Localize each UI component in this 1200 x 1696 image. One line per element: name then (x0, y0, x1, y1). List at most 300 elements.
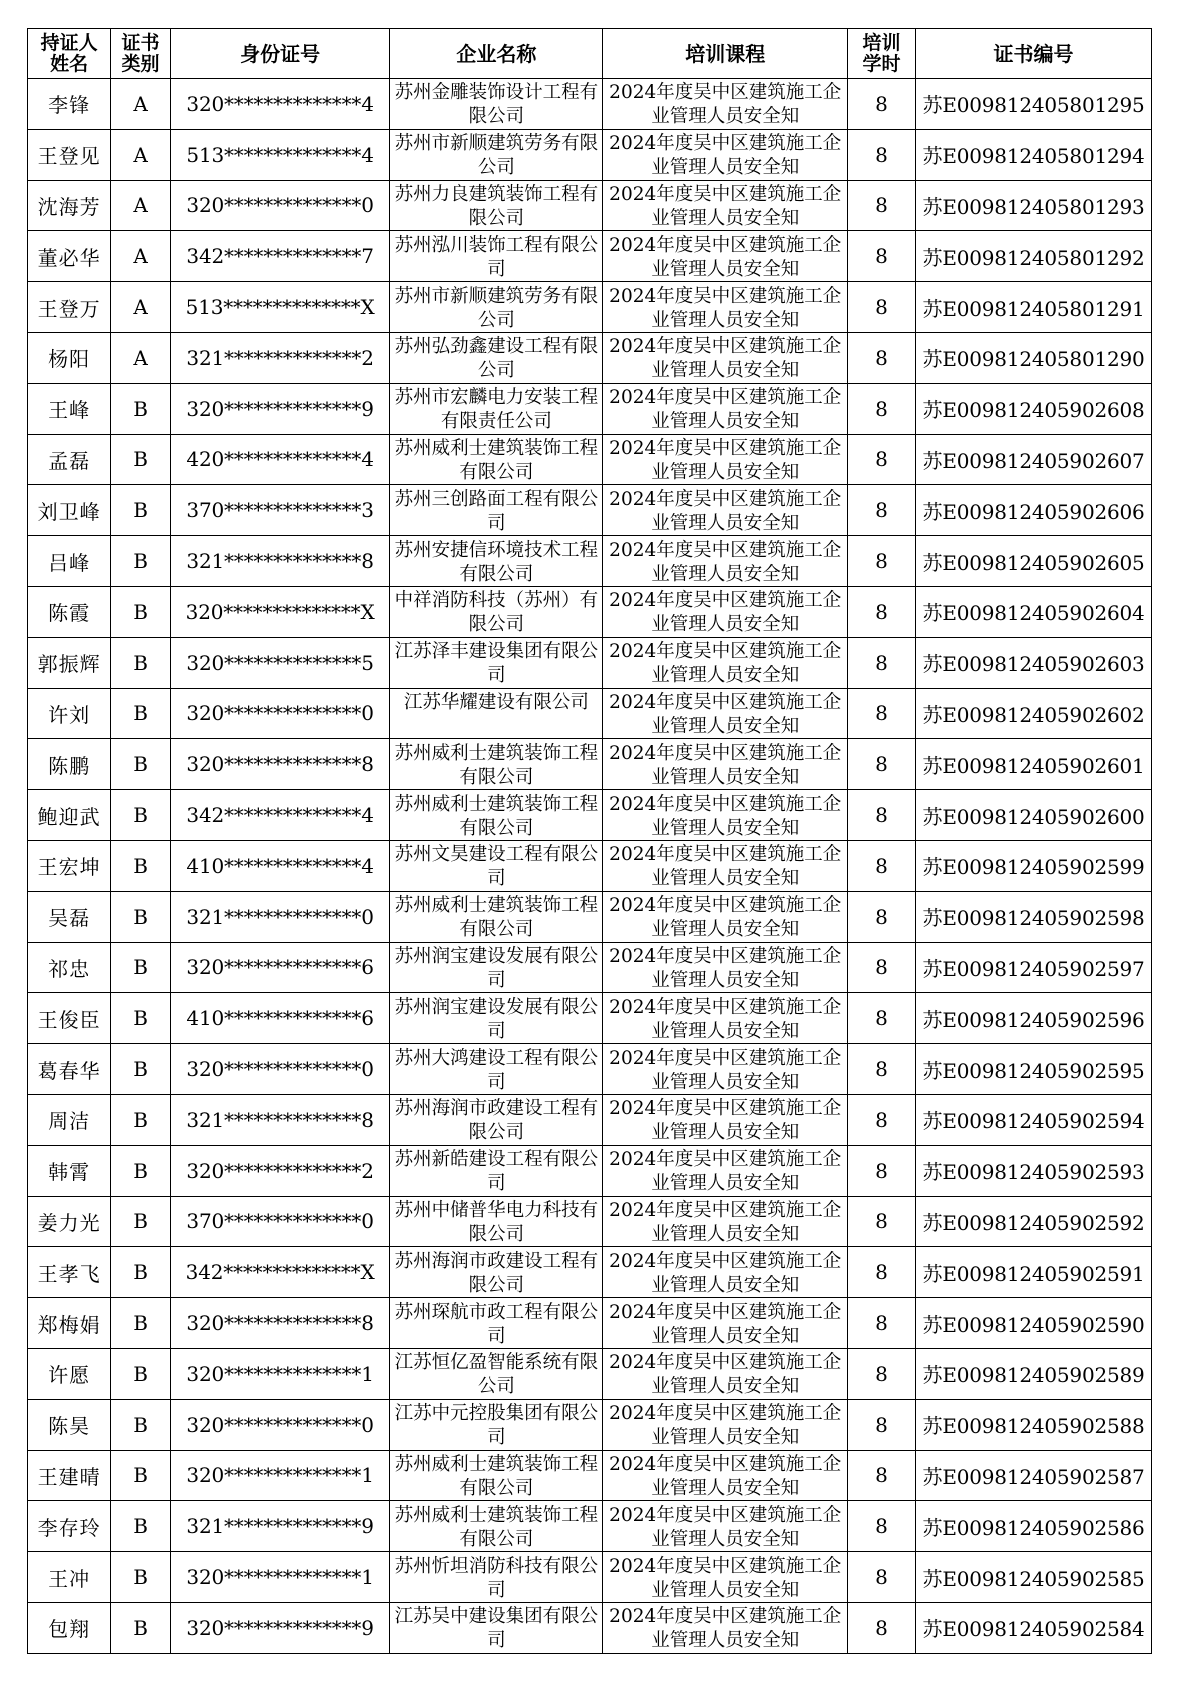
holder-name-cell: 王孝飞 (28, 1247, 111, 1298)
certificate-type-cell: B (111, 536, 170, 587)
certificate-number-cell: 苏E009812405902592 (916, 1196, 1152, 1247)
header-line: 持证人 (40, 31, 98, 54)
training-course-cell (603, 1501, 847, 1552)
certificate-type-cell: B (111, 942, 170, 993)
certificate-number-cell: 苏E009812405902593 (916, 1145, 1152, 1196)
header-training-course: 培训课程 (603, 29, 847, 79)
training-hours-cell: 8 (847, 1298, 915, 1349)
company-name-cell (390, 891, 603, 942)
id-number-cell: 342**************X (170, 1247, 390, 1298)
certificate-number-cell: 苏E009812405902589 (916, 1348, 1152, 1399)
company-name-cell-text: 江苏中元控股集团有限公司 (394, 1403, 599, 1449)
certificate-number-cell: 苏E009812405902602 (916, 688, 1152, 739)
holder-name-cell: 陈鹏 (28, 739, 111, 790)
certificate-number-cell: 苏E009812405902586 (916, 1501, 1152, 1552)
training-hours-cell: 8 (847, 180, 915, 231)
table-row (28, 1450, 1152, 1501)
company-name-cell-text: 江苏吴中建设集团有限公司 (394, 1606, 599, 1652)
holder-name-cell: 吕峰 (28, 536, 111, 587)
training-course-cell-text: 2024年度吴中区建筑施工企业管理人员安全知 (609, 1504, 842, 1550)
holder-name-cell: 沈海芳 (28, 180, 111, 231)
company-name-cell (390, 586, 603, 637)
company-name-cell (390, 993, 603, 1044)
company-name-cell (390, 739, 603, 790)
training-course-cell-text: 2024年度吴中区建筑施工企业管理人员安全知 (609, 742, 842, 788)
holder-name-cell: 韩霄 (28, 1145, 111, 1196)
company-name-cell-text: 苏州威利士建筑装饰工程有限公司 (394, 895, 599, 941)
training-course-cell (603, 282, 847, 333)
certificate-number-cell: 苏E009812405902591 (916, 1247, 1152, 1298)
certificate-type-cell: B (111, 383, 170, 434)
training-course-cell-text: 2024年度吴中区建筑施工企业管理人员安全知 (609, 1098, 842, 1144)
company-name-cell-text: 苏州润宝建设发展有限公司 (394, 945, 599, 991)
training-hours-cell: 8 (847, 282, 915, 333)
company-name-cell-text: 苏州新皓建设工程有限公司 (394, 1149, 599, 1195)
certificate-type-cell: B (111, 1145, 170, 1196)
id-number-cell: 370**************3 (170, 485, 390, 536)
training-hours-cell: 8 (847, 1552, 915, 1603)
company-name-cell-text: 中祥消防科技（苏州）有限公司 (394, 590, 599, 636)
id-number-cell: 342**************7 (170, 231, 390, 282)
table-row (28, 637, 1152, 688)
holder-name-cell: 王建晴 (28, 1450, 111, 1501)
certificate-number-cell: 苏E009812405902606 (916, 485, 1152, 536)
id-number-cell: 320**************9 (170, 383, 390, 434)
training-hours-cell: 8 (847, 840, 915, 891)
table-row (28, 688, 1152, 739)
training-course-cell-text: 2024年度吴中区建筑施工企业管理人员安全知 (609, 844, 842, 890)
certificate-type-cell: B (111, 1552, 170, 1603)
training-hours-cell: 8 (847, 1501, 915, 1552)
training-course-cell (603, 1450, 847, 1501)
company-name-cell (390, 840, 603, 891)
company-name-cell-text: 苏州威利士建筑装饰工程有限公司 (394, 793, 599, 839)
certificate-type-cell: B (111, 1044, 170, 1095)
id-number-cell: 320**************5 (170, 637, 390, 688)
holder-name-cell: 王登见 (28, 129, 111, 180)
id-number-cell: 320**************1 (170, 1552, 390, 1603)
training-course-cell (603, 586, 847, 637)
training-hours-cell: 8 (847, 688, 915, 739)
training-course-cell (603, 942, 847, 993)
training-hours-cell: 8 (847, 637, 915, 688)
company-name-cell (390, 688, 603, 739)
training-hours-cell: 8 (847, 485, 915, 536)
training-course-cell-text: 2024年度吴中区建筑施工企业管理人员安全知 (609, 641, 842, 687)
company-name-cell (390, 637, 603, 688)
company-name-cell-text: 苏州三创路面工程有限公司 (394, 488, 599, 534)
holder-name-cell: 李存玲 (28, 1501, 111, 1552)
certificate-type-cell: B (111, 485, 170, 536)
company-name-cell-text: 苏州市新顺建筑劳务有限公司 (394, 133, 599, 179)
holder-name-cell: 李锋 (28, 79, 111, 130)
certificate-number-cell: 苏E009812405801290 (916, 332, 1152, 383)
company-name-cell (390, 1501, 603, 1552)
certificate-type-cell: B (111, 1399, 170, 1450)
company-name-cell-text: 苏州文昊建设工程有限公司 (394, 844, 599, 890)
company-name-cell (390, 231, 603, 282)
training-course-cell (603, 688, 847, 739)
table-row (28, 942, 1152, 993)
training-course-cell-text: 2024年度吴中区建筑施工企业管理人员安全知 (609, 285, 842, 331)
company-name-cell (390, 1298, 603, 1349)
certificate-number-cell: 苏E009812405902594 (916, 1094, 1152, 1145)
id-number-cell: 342**************4 (170, 790, 390, 841)
id-number-cell: 320**************8 (170, 1298, 390, 1349)
holder-name-cell: 葛春华 (28, 1044, 111, 1095)
holder-name-cell: 王峰 (28, 383, 111, 434)
table-row (28, 1145, 1152, 1196)
training-course-cell (603, 1298, 847, 1349)
training-hours-cell: 8 (847, 1247, 915, 1298)
certificate-number-cell: 苏E009812405902596 (916, 993, 1152, 1044)
training-course-cell (603, 1044, 847, 1095)
certificate-number-cell: 苏E009812405902600 (916, 790, 1152, 841)
training-course-cell-text: 2024年度吴中区建筑施工企业管理人员安全知 (609, 1047, 842, 1093)
company-name-cell-text: 苏州泓川装饰工程有限公司 (394, 234, 599, 280)
training-course-cell (603, 739, 847, 790)
table-row (28, 1501, 1152, 1552)
id-number-cell: 420**************4 (170, 434, 390, 485)
training-course-cell-text: 2024年度吴中区建筑施工企业管理人员安全知 (609, 133, 842, 179)
certificate-type-cell: B (111, 1298, 170, 1349)
training-course-cell (603, 485, 847, 536)
company-name-cell (390, 282, 603, 333)
certificate-type-cell: B (111, 1602, 170, 1653)
company-name-cell (390, 485, 603, 536)
certificate-type-cell: B (111, 434, 170, 485)
table-row (28, 231, 1152, 282)
training-course-cell (603, 1552, 847, 1603)
table-row (28, 1247, 1152, 1298)
holder-name-cell: 董必华 (28, 231, 111, 282)
training-hours-cell: 8 (847, 739, 915, 790)
table-row (28, 434, 1152, 485)
table-row (28, 282, 1152, 333)
training-course-cell (603, 1247, 847, 1298)
header-id-number: 身份证号 (170, 29, 390, 79)
holder-name-cell: 周洁 (28, 1094, 111, 1145)
company-name-cell-text: 苏州威利士建筑装饰工程有限公司 (394, 742, 599, 788)
table-row (28, 1348, 1152, 1399)
company-name-cell (390, 1552, 603, 1603)
training-course-cell-text: 2024年度吴中区建筑施工企业管理人员安全知 (609, 590, 842, 636)
certificate-number-cell: 苏E009812405902597 (916, 942, 1152, 993)
training-hours-cell: 8 (847, 434, 915, 485)
certificate-type-cell: B (111, 891, 170, 942)
table-row (28, 1298, 1152, 1349)
company-name-cell (390, 332, 603, 383)
company-name-cell-text: 苏州威利士建筑装饰工程有限公司 (394, 1453, 599, 1499)
company-name-cell (390, 1602, 603, 1653)
certificate-number-cell: 苏E009812405902601 (916, 739, 1152, 790)
id-number-cell: 320**************4 (170, 79, 390, 130)
certificate-type-cell: A (111, 129, 170, 180)
holder-name-cell: 郭振辉 (28, 637, 111, 688)
training-course-cell-text: 2024年度吴中区建筑施工企业管理人员安全知 (609, 1250, 842, 1296)
holder-name-cell: 王冲 (28, 1552, 111, 1603)
company-name-cell (390, 1145, 603, 1196)
id-number-cell: 320**************1 (170, 1450, 390, 1501)
training-course-cell-text: 2024年度吴中区建筑施工企业管理人员安全知 (609, 539, 842, 585)
header-line: 学时 (862, 52, 901, 75)
company-name-cell (390, 129, 603, 180)
training-course-cell-text: 2024年度吴中区建筑施工企业管理人员安全知 (609, 996, 842, 1042)
training-hours-cell: 8 (847, 1602, 915, 1653)
certificate-type-cell: B (111, 993, 170, 1044)
training-hours-cell: 8 (847, 586, 915, 637)
certificate-number-cell: 苏E009812405902588 (916, 1399, 1152, 1450)
company-name-cell (390, 79, 603, 130)
id-number-cell: 513**************4 (170, 129, 390, 180)
holder-name-cell: 包翔 (28, 1602, 111, 1653)
holder-name-cell: 杨阳 (28, 332, 111, 383)
training-course-cell (603, 383, 847, 434)
certificate-number-cell: 苏E009812405902590 (916, 1298, 1152, 1349)
training-course-cell (603, 993, 847, 1044)
company-name-cell (390, 1044, 603, 1095)
training-hours-cell: 8 (847, 332, 915, 383)
header-line: 类别 (121, 52, 160, 75)
training-course-cell (603, 129, 847, 180)
certificate-type-cell: B (111, 1501, 170, 1552)
training-hours-cell: 8 (847, 129, 915, 180)
training-hours-cell: 8 (847, 790, 915, 841)
table-row (28, 1602, 1152, 1653)
company-name-cell (390, 1399, 603, 1450)
certificate-type-cell: A (111, 332, 170, 383)
header-line: 培训 (862, 31, 901, 54)
table-row (28, 180, 1152, 231)
table-body (28, 79, 1152, 1654)
training-hours-cell: 8 (847, 1145, 915, 1196)
company-name-cell-text: 苏州弘劲鑫建设工程有限公司 (394, 336, 599, 382)
training-course-cell (603, 1399, 847, 1450)
training-hours-cell: 8 (847, 891, 915, 942)
certificate-type-cell: B (111, 1094, 170, 1145)
company-name-cell (390, 1094, 603, 1145)
holder-name-cell: 孟磊 (28, 434, 111, 485)
header-line: 证书 (121, 31, 160, 54)
company-name-cell-text: 苏州安捷信环境技术工程有限公司 (394, 539, 599, 585)
company-name-cell-text: 苏州市新顺建筑劳务有限公司 (394, 285, 599, 331)
company-name-cell-text: 苏州金雕装饰设计工程有限公司 (394, 82, 599, 128)
id-number-cell: 320**************X (170, 586, 390, 637)
company-name-cell (390, 383, 603, 434)
company-name-cell-text: 苏州威利士建筑装饰工程有限公司 (394, 437, 599, 483)
table-row (28, 1552, 1152, 1603)
holder-name-cell: 郑梅娟 (28, 1298, 111, 1349)
holder-name-cell: 王俊臣 (28, 993, 111, 1044)
training-course-cell-text: 2024年度吴中区建筑施工企业管理人员安全知 (609, 1606, 842, 1652)
certificate-number-cell: 苏E009812405902607 (916, 434, 1152, 485)
company-name-cell (390, 1450, 603, 1501)
training-course-cell-text: 2024年度吴中区建筑施工企业管理人员安全知 (609, 1149, 842, 1195)
training-course-cell-text: 2024年度吴中区建筑施工企业管理人员安全知 (609, 183, 842, 229)
certificate-type-cell: A (111, 231, 170, 282)
training-course-cell (603, 1094, 847, 1145)
company-name-cell-text: 苏州海润市政建设工程有限公司 (394, 1098, 599, 1144)
id-number-cell: 321**************2 (170, 332, 390, 383)
company-name-cell-text: 江苏华耀建设有限公司 (403, 691, 589, 713)
header-certificate-type (111, 29, 170, 79)
training-course-cell (603, 536, 847, 587)
company-name-cell-text: 苏州琛航市政工程有限公司 (394, 1301, 599, 1347)
table-row (28, 1044, 1152, 1095)
training-hours-cell: 8 (847, 993, 915, 1044)
id-number-cell: 320**************1 (170, 1348, 390, 1399)
holder-name-cell: 刘卫峰 (28, 485, 111, 536)
training-course-cell-text: 2024年度吴中区建筑施工企业管理人员安全知 (609, 1199, 842, 1245)
table-row (28, 840, 1152, 891)
id-number-cell: 321**************8 (170, 536, 390, 587)
holder-name-cell: 许愿 (28, 1348, 111, 1399)
table-row (28, 790, 1152, 841)
id-number-cell: 410**************6 (170, 993, 390, 1044)
training-course-cell-text: 2024年度吴中区建筑施工企业管理人员安全知 (609, 387, 842, 433)
company-name-cell-text: 苏州忻坦消防科技有限公司 (394, 1555, 599, 1601)
training-course-cell-text: 2024年度吴中区建筑施工企业管理人员安全知 (609, 1301, 842, 1347)
holder-name-cell: 许刘 (28, 688, 111, 739)
training-course-cell (603, 1602, 847, 1653)
training-course-cell (603, 1196, 847, 1247)
company-name-cell-text: 苏州中储普华电力科技有限公司 (394, 1199, 599, 1245)
id-number-cell: 320**************0 (170, 1044, 390, 1095)
company-name-cell (390, 536, 603, 587)
table-row (28, 1196, 1152, 1247)
certificate-number-cell: 苏E009812405902595 (916, 1044, 1152, 1095)
id-number-cell: 320**************8 (170, 739, 390, 790)
certificate-number-cell: 苏E009812405801295 (916, 79, 1152, 130)
training-course-cell-text: 2024年度吴中区建筑施工企业管理人员安全知 (609, 1555, 842, 1601)
certificate-type-cell: B (111, 688, 170, 739)
training-course-cell (603, 840, 847, 891)
certificate-number-cell: 苏E009812405902604 (916, 586, 1152, 637)
training-course-cell-text: 2024年度吴中区建筑施工企业管理人员安全知 (609, 945, 842, 991)
id-number-cell: 410**************4 (170, 840, 390, 891)
id-number-cell: 320**************9 (170, 1602, 390, 1653)
certificate-type-cell: B (111, 1196, 170, 1247)
certificate-type-cell: B (111, 586, 170, 637)
company-name-cell-text: 苏州威利士建筑装饰工程有限公司 (394, 1504, 599, 1550)
holder-name-cell: 王登万 (28, 282, 111, 333)
table-row (28, 129, 1152, 180)
training-course-cell-text: 2024年度吴中区建筑施工企业管理人员安全知 (609, 234, 842, 280)
header-certificate-number: 证书编号 (916, 29, 1152, 79)
header-training-hours (847, 29, 915, 79)
training-hours-cell: 8 (847, 1450, 915, 1501)
certificate-number-cell: 苏E009812405902608 (916, 383, 1152, 434)
certificate-number-cell: 苏E009812405902605 (916, 536, 1152, 587)
table-row (28, 79, 1152, 130)
training-course-cell (603, 637, 847, 688)
table-row (28, 891, 1152, 942)
company-name-cell-text: 苏州市宏麟电力安装工程有限责任公司 (394, 387, 599, 433)
certificate-number-cell: 苏E009812405801291 (916, 282, 1152, 333)
training-course-cell (603, 79, 847, 130)
table-row (28, 332, 1152, 383)
training-hours-cell: 8 (847, 1044, 915, 1095)
training-hours-cell: 8 (847, 231, 915, 282)
id-number-cell: 320**************0 (170, 1399, 390, 1450)
training-course-cell-text: 2024年度吴中区建筑施工企业管理人员安全知 (609, 437, 842, 483)
table-row (28, 536, 1152, 587)
holder-name-cell: 祁忠 (28, 942, 111, 993)
company-name-cell-text: 苏州润宝建设发展有限公司 (394, 996, 599, 1042)
certificate-type-cell: A (111, 79, 170, 130)
id-number-cell: 320**************6 (170, 942, 390, 993)
company-name-cell (390, 1247, 603, 1298)
table-row (28, 586, 1152, 637)
id-number-cell: 370**************0 (170, 1196, 390, 1247)
certificate-table (27, 28, 1152, 1654)
id-number-cell: 320**************0 (170, 688, 390, 739)
certificate-type-cell: B (111, 1348, 170, 1399)
certificate-type-cell: B (111, 790, 170, 841)
training-hours-cell: 8 (847, 1348, 915, 1399)
certificate-number-cell: 苏E009812405902603 (916, 637, 1152, 688)
training-course-cell-text: 2024年度吴中区建筑施工企业管理人员安全知 (609, 1453, 842, 1499)
id-number-cell: 321**************8 (170, 1094, 390, 1145)
id-number-cell: 320**************2 (170, 1145, 390, 1196)
certificate-number-cell: 苏E009812405902585 (916, 1552, 1152, 1603)
training-course-cell-text: 2024年度吴中区建筑施工企业管理人员安全知 (609, 895, 842, 941)
certificate-type-cell: A (111, 282, 170, 333)
table-row (28, 383, 1152, 434)
table-row (28, 485, 1152, 536)
company-name-cell-text: 苏州海润市政建设工程有限公司 (394, 1250, 599, 1296)
header-holder-name (28, 29, 111, 79)
id-number-cell: 321**************0 (170, 891, 390, 942)
company-name-cell (390, 180, 603, 231)
holder-name-cell: 鲍迎武 (28, 790, 111, 841)
table-row (28, 1399, 1152, 1450)
company-name-cell (390, 942, 603, 993)
certificate-number-cell: 苏E009812405902584 (916, 1602, 1152, 1653)
training-course-cell (603, 180, 847, 231)
company-name-cell (390, 790, 603, 841)
training-course-cell-text: 2024年度吴中区建筑施工企业管理人员安全知 (609, 336, 842, 382)
training-hours-cell: 8 (847, 1196, 915, 1247)
holder-name-cell: 姜力光 (28, 1196, 111, 1247)
training-hours-cell: 8 (847, 383, 915, 434)
id-number-cell: 320**************0 (170, 180, 390, 231)
company-name-cell-text: 苏州力良建筑装饰工程有限公司 (394, 183, 599, 229)
training-course-cell-text: 2024年度吴中区建筑施工企业管理人员安全知 (609, 82, 842, 128)
training-course-cell (603, 434, 847, 485)
certificate-number-cell: 苏E009812405902599 (916, 840, 1152, 891)
certificate-type-cell: B (111, 1247, 170, 1298)
training-course-cell-text: 2024年度吴中区建筑施工企业管理人员安全知 (609, 488, 842, 534)
holder-name-cell: 王宏坤 (28, 840, 111, 891)
training-course-cell (603, 1145, 847, 1196)
holder-name-cell: 陈霞 (28, 586, 111, 637)
training-hours-cell: 8 (847, 79, 915, 130)
training-course-cell (603, 332, 847, 383)
training-course-cell-text: 2024年度吴中区建筑施工企业管理人员安全知 (609, 793, 842, 839)
company-name-cell (390, 1196, 603, 1247)
certificate-type-cell: B (111, 739, 170, 790)
id-number-cell: 513**************X (170, 282, 390, 333)
training-course-cell (603, 231, 847, 282)
certificate-number-cell: 苏E009812405801292 (916, 231, 1152, 282)
table-row (28, 993, 1152, 1044)
training-hours-cell: 8 (847, 1399, 915, 1450)
company-name-cell-text: 江苏泽丰建设集团有限公司 (394, 641, 599, 687)
header-row (28, 29, 1152, 79)
certificate-number-cell: 苏E009812405902598 (916, 891, 1152, 942)
id-number-cell: 321**************9 (170, 1501, 390, 1552)
